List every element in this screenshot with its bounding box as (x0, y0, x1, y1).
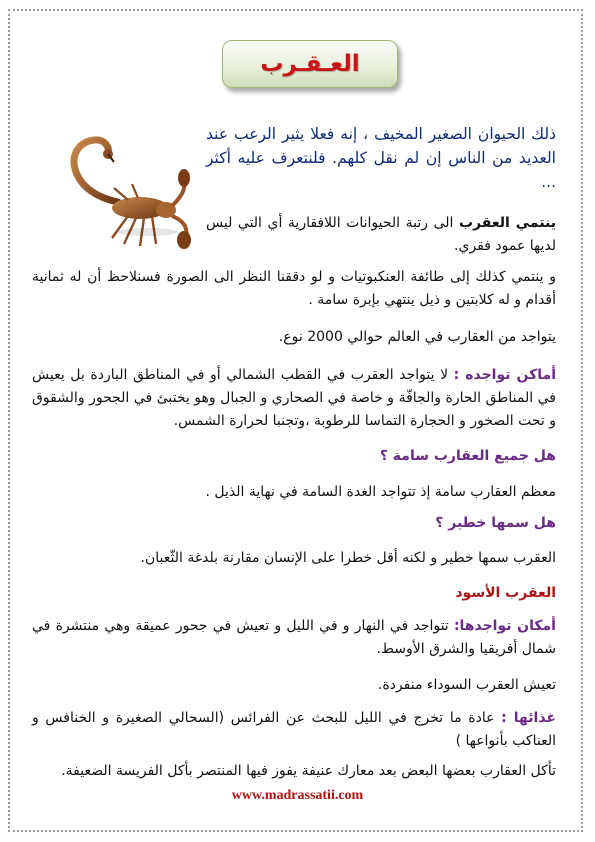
food-label: غذائها : (501, 710, 556, 726)
species-count-paragraph: يتواجد من العقارب في العالم حوالي 2000 نوع. (278, 329, 556, 345)
black-habitat-text: تتواجد في النهار و في الليل و تعيش في جحور عميقة وهي منتشرة في شمال أفريقيا والشرق الأوسط. (32, 618, 556, 657)
habitat-label: أماكن تواجده : (453, 367, 556, 383)
black-habitat-paragraph (32, 615, 556, 661)
answer-all-venomous: معظم العقارب سامة إذ تتواجد الغدة السامة في نهاية الذيل . (205, 484, 556, 500)
habitat-paragraph (32, 364, 556, 433)
classification-text: الى رتبة الحيوانات اللافقارية أي التي ليس لديها عمود فقري. (206, 215, 556, 254)
black-habitat-label: أمكان تواجدها: (453, 618, 556, 634)
classification-label: ينتمي العقرب (458, 215, 556, 231)
food-text: عادة ما تخرج في الليل للبحث عن الفرائس (السحالي الصغيرة و الخنافس و العناكب بأنواعها ) (32, 710, 556, 749)
solitary-paragraph: تعيش العقرب السوداء منفردة. (377, 677, 556, 693)
footer-website: www.madrassatii.com (231, 788, 364, 803)
food-paragraph (32, 707, 556, 753)
scorpion-photo (48, 128, 196, 260)
habitat-text: لا يتواجد العقرب في القطب الشمالي أو في المناطق الباردة بل يعيش في المناطق الحارة والجافّة و خاصة في الصحاري و الجبال وهو يختبئ في الجحور والشقوق و تحت الصخور و الحجارة التماسا للرطوبة ،وتجنبا لحرارة الشمس. (32, 367, 556, 429)
black-scorpion-heading: العقرب الأسود (455, 585, 556, 601)
question-dangerous: هل سمها خطير ؟ (435, 515, 556, 531)
cannibalism-paragraph: تأكل العقارب بعضها البعض بعد معارك عنيفة يفوز فيها المنتصر بأكل الفريسة الضعيفة. (61, 763, 556, 779)
question-all-venomous: هل جميع العقارب سامة ؟ (379, 448, 556, 464)
intro-paragraph: ذلك الحيوان الصغير المخيف ، إنه فعلا يثير الرعب عند العديد من الناس إن لم نقل كلهم. فلنتعرف عليه أكثر ... (206, 125, 556, 191)
title-box (222, 40, 398, 88)
classification-paragraph (206, 212, 556, 258)
arachnid-paragraph: و ينتمي كذلك إلى طائفة العنكبوتيات و لو دققنا النظر الى الصورة فسنلاحظ أن له ثمانية أقدام و له كلابتين و ذيل ينتهي بإبرة سامة . (32, 269, 556, 308)
answer-dangerous: العقرب سمها خطير و لكنه أقل خطرا على الإنسان مقارنة بلدغة الثّعبان. (140, 550, 556, 566)
page-title: العـقـرب (260, 51, 360, 77)
